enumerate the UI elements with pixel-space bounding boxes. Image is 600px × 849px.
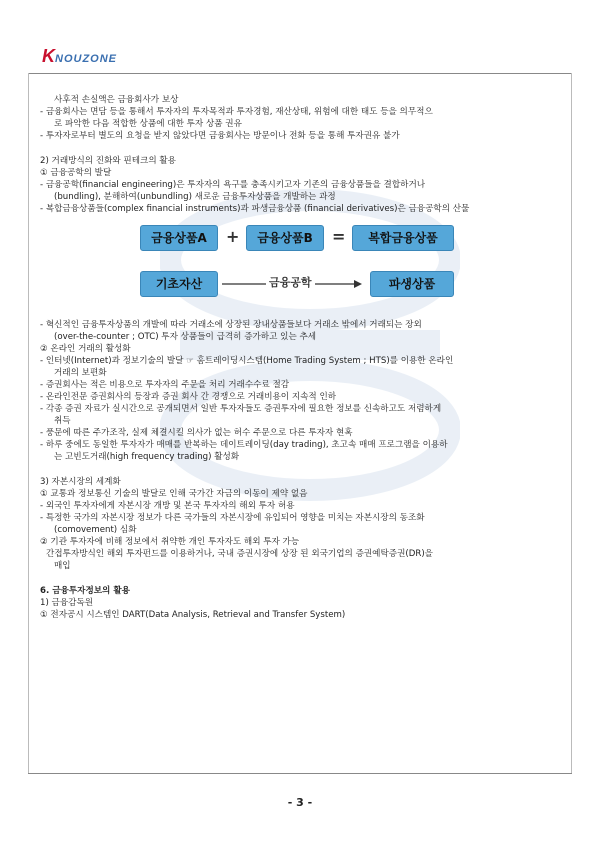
- text-line: ① 금융공학의 발달: [40, 168, 112, 178]
- text-line: - 각종 증권 자료가 실시간으로 공개되면서 일반 투자자들도 증권투자에 필요한 정보를 신속하고도 저렴하게: [40, 404, 442, 414]
- header-divider: [28, 73, 572, 74]
- text-line: 거래의 보편화: [54, 368, 107, 378]
- text-line: 간접투자방식인 해외 투자펀드를 이용하거나, 국내 증권시장에 상장 된 외국기업의 증권예탁증권(DR)을: [46, 549, 433, 559]
- text-line: - 외국인 투자자에게 자본시장 개방 및 본국 투자자의 해외 투자 허용: [40, 501, 295, 511]
- text-line: 사후적 손실액은 금융회사가 보상: [54, 95, 179, 105]
- box-complex-product: 복합금융상품: [352, 225, 454, 251]
- footer-divider: [28, 773, 572, 774]
- text-line: (over-the-counter ; OTC) 투자 상품들이 급격히 증가하고 있는 추세: [54, 332, 317, 342]
- text-line: 매입: [54, 561, 71, 571]
- text-line: ② 온라인 거래의 활성화: [40, 344, 131, 354]
- box-product-b: 금융상품B: [246, 225, 324, 251]
- logo-k: K: [42, 46, 55, 66]
- text-line: 로 파악한 다음 적합한 상품에 대한 투자 상품 권유: [54, 119, 242, 129]
- knouzone-logo: [42, 46, 117, 67]
- text-line: - 금융회사는 면담 등을 통해서 투자자의 투자목적과 투자경험, 재산상태, 위험에 대한 태도 등을 의무적으: [40, 107, 433, 117]
- box-underlying-asset: 기초자산: [140, 271, 218, 297]
- arrow-label: 금융공학: [266, 276, 315, 290]
- text-line: ② 기관 투자자에 비해 정보에서 취약한 개인 투자자도 해외 투자 가능: [40, 537, 300, 547]
- section-heading: 2) 거래방식의 진화와 핀테크의 활용: [40, 156, 176, 166]
- text-line: (comovement) 심화: [54, 525, 137, 535]
- text-line: (bundling), 분해하여(unbundling) 새로운 금융투자상품을 개발하는 과정: [54, 192, 336, 202]
- left-border: [28, 73, 29, 773]
- text-line: 취득: [54, 416, 71, 426]
- box-derivative: 파생상품: [370, 271, 454, 297]
- text-line: - 증권회사는 적은 비용으로 투자자의 주문을 처리 거래수수료 절감: [40, 380, 290, 390]
- plus-sign: +: [226, 227, 240, 246]
- text-line: - 복합금융상품들(complex financial instruments)과 파생금융상품 (financial derivatives)은 금융공학의 산물: [40, 204, 470, 214]
- box-product-a: 금융상품A: [140, 225, 218, 251]
- text-line: - 온라인전문 증권회사의 등장과 증권 회사 간 경쟁으로 거래비용이 지속적 인하: [40, 392, 337, 402]
- right-border: [571, 73, 572, 773]
- text-line: ① 교통과 정보통신 기술의 발달로 인해 국가간 자금의 이동이 제약 없음: [40, 489, 308, 499]
- text-line: - 특정한 국가의 자본시장 정보가 다른 국가들의 자본시장에 유입되어 영향을 미치는 자본시장의 동조화: [40, 513, 425, 523]
- logo-text: NOUZONE: [55, 53, 117, 65]
- text-line: - 투자자로부터 별도의 요청을 받지 않았다면 금융회사는 방문이나 전화 등을 통해 투자권유 불가: [40, 131, 400, 141]
- financial-engineering-diagram: [40, 215, 560, 319]
- section-heading: 3) 자본시장의 세계화: [40, 477, 121, 487]
- text-line: - 인터넷(Internet)과 정보기술의 발달 ☞ 홈트레이딩시스템(Home Trading System ; HTS)를 이용한 온라인: [40, 356, 454, 366]
- equals-sign: =: [332, 227, 346, 246]
- text-line: - 혁신적인 금융투자상품의 개발에 따라 거래소에 상장된 장내상품들보다 거래소 밖에서 거래되는 장외: [40, 320, 422, 330]
- text-line: 1) 금융감독원: [40, 598, 94, 608]
- page-number: - 3 -: [287, 796, 313, 809]
- text-line: 는 고빈도거래(high frequency trading) 활성화: [54, 452, 240, 462]
- chapter-heading: 6. 금융투자정보의 활용: [40, 586, 130, 596]
- page-content: [40, 94, 560, 621]
- text-line: - 금융공학(financial engineering)은 투자자의 욕구를 충족시키고자 기존의 금융상품들을 결합하거나: [40, 180, 426, 190]
- text-line: - 풍문에 따른 주가조작, 실제 체결시킬 의사가 없는 허수 주문으로 다른 투자자 현혹: [40, 428, 353, 438]
- text-line: - 하루 중에도 동일한 투자자가 매매를 반복하는 데이트레이딩(day trading), 초고속 매매 프로그램을 이용하: [40, 440, 448, 450]
- text-line: ① 전자공시 시스템인 DART(Data Analysis, Retrieval and Transfer System): [40, 610, 346, 620]
